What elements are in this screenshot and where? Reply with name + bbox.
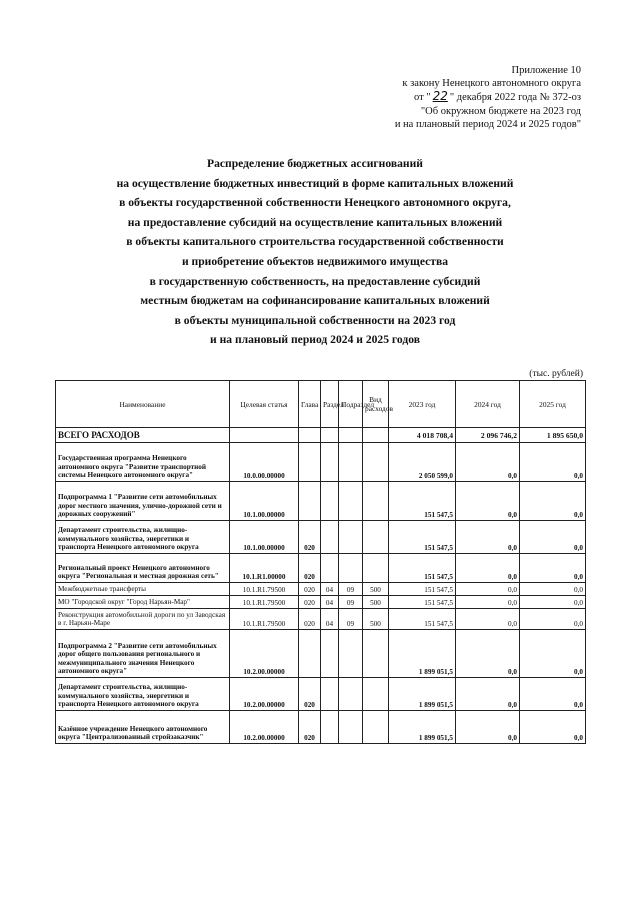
table-row xyxy=(56,678,586,711)
title-line: Распределение бюджетных ассигнований xyxy=(207,157,423,170)
header-2025: 2025 год xyxy=(520,381,586,428)
cell-2023: 1 899 051,5 xyxy=(389,630,456,678)
table-row xyxy=(56,630,586,678)
cell-section xyxy=(321,678,339,711)
cell-chapter: 020 xyxy=(299,678,321,711)
appendix-law-title-1: "Об окружном бюджете на 2023 год xyxy=(420,105,581,117)
cell-name: Региональный проект Ненецкого автономного округа "Региональная и местная дорожная сеть" xyxy=(56,554,230,583)
title-line: на осуществление бюджетных инвестиций в форме капитальных вложений xyxy=(116,176,514,190)
header-2024: 2024 год xyxy=(456,381,520,428)
cell-kind: 500 xyxy=(363,609,389,630)
cell-name: Департамент строительства, жилищно-коммунального хозяйства, энергетики и транспорта Ненецкого автономного округа xyxy=(56,521,230,554)
cell-subsection xyxy=(339,428,363,443)
table-row xyxy=(56,583,586,596)
cell-chapter: 020 xyxy=(299,596,321,609)
table-header-row xyxy=(56,381,586,428)
cell-section xyxy=(321,482,339,521)
cell-kind xyxy=(363,521,389,554)
cell-2025: 0,0 xyxy=(520,482,586,521)
appendix-law-title-2: и на плановый период 2024 и 2025 годов" xyxy=(394,118,581,130)
cell-subsection: 09 xyxy=(339,583,363,596)
cell-name: Межбюджетные трансферты xyxy=(56,583,230,596)
cell-name: Департамент строительства, жилищно-коммунального хозяйства, энергетики и транспорта Ненецкого автономного округа xyxy=(56,678,230,711)
cell-2023: 4 018 708,4 xyxy=(389,428,456,443)
cell-2025: 0,0 xyxy=(520,609,586,630)
cell-2024: 0,0 xyxy=(456,554,520,583)
cell-2024: 0,0 xyxy=(456,630,520,678)
cell-section xyxy=(321,443,339,482)
cell-2023: 151 547,5 xyxy=(389,554,456,583)
cell-2024: 0,0 xyxy=(456,678,520,711)
cell-2023: 151 547,5 xyxy=(389,521,456,554)
cell-2025: 0,0 xyxy=(520,583,586,596)
header-2023: 2023 год xyxy=(389,381,456,428)
header-expense-kind: Вид расходов xyxy=(363,381,389,428)
cell-code: 10.2.00.00000 xyxy=(230,678,299,711)
header-chapter: Глава xyxy=(299,381,321,428)
cell-2024: 0,0 xyxy=(456,482,520,521)
cell-2025: 0,0 xyxy=(520,443,586,482)
cell-2023: 1 899 051,5 xyxy=(389,711,456,744)
cell-2024: 0,0 xyxy=(456,583,520,596)
cell-subsection xyxy=(339,678,363,711)
cell-2024: 0,0 xyxy=(456,443,520,482)
title-line: и на плановый период 2024 и 2025 годов xyxy=(209,333,421,347)
cell-2023: 151 547,5 xyxy=(389,596,456,609)
document-title xyxy=(60,154,570,350)
table-row xyxy=(56,609,586,630)
cell-section xyxy=(321,630,339,678)
cell-code: 10.1.R1.79500 xyxy=(230,583,299,596)
cell-kind: 500 xyxy=(363,596,389,609)
cell-kind xyxy=(363,711,389,744)
appendix-law: к закону Ненецкого автономного округа xyxy=(402,78,581,90)
header-section: Раздел xyxy=(321,381,339,428)
title-line: в объекты муниципальной собственности на 2023 год xyxy=(174,313,456,327)
cell-subsection xyxy=(339,482,363,521)
cell-name: Казённое учреждение Ненецкого автономного округа "Централизованный стройзаказчик" xyxy=(56,711,230,744)
appendix-number: Приложение 10 xyxy=(511,65,581,76)
cell-section xyxy=(321,554,339,583)
cell-2025: 0,0 xyxy=(520,630,586,678)
cell-code: 10.2.00.00000 xyxy=(230,711,299,744)
cell-chapter: 020 xyxy=(299,554,321,583)
cell-code: 10.1.R1.79500 xyxy=(230,596,299,609)
cell-code: 10.1.R1.00000 xyxy=(230,554,299,583)
cell-code xyxy=(230,428,299,443)
cell-section: 04 xyxy=(321,609,339,630)
cell-2023: 151 547,5 xyxy=(389,609,456,630)
cell-section xyxy=(321,428,339,443)
title-line: в объекты государственной собственности Ненецкого автономного округа, xyxy=(119,196,511,210)
title-line: и приобретение объектов недвижимого имущества xyxy=(181,254,449,268)
table-row xyxy=(56,443,586,482)
cell-chapter: 020 xyxy=(299,583,321,596)
cell-code: 10.1.R1.79500 xyxy=(230,609,299,630)
cell-kind xyxy=(363,678,389,711)
cell-section xyxy=(321,521,339,554)
cell-name: МО "Городской округ "Город Нарьян-Мар" xyxy=(56,596,230,609)
cell-chapter xyxy=(299,428,321,443)
cell-2025: 0,0 xyxy=(520,554,586,583)
cell-chapter xyxy=(299,630,321,678)
title-line: в государственную собственность, на предоставление субсидий xyxy=(149,274,481,288)
cell-2023: 1 899 051,5 xyxy=(389,678,456,711)
cell-kind xyxy=(363,554,389,583)
header-subsection: Подраздел xyxy=(339,381,363,428)
cell-chapter: 020 xyxy=(299,711,321,744)
cell-chapter: 020 xyxy=(299,609,321,630)
cell-2025: 0,0 xyxy=(520,596,586,609)
cell-2025: 1 895 650,0 xyxy=(520,428,586,443)
title-line: в объекты капитального строительства государственной собственности xyxy=(126,235,504,249)
cell-2024: 0,0 xyxy=(456,711,520,744)
cell-code: 10.2.00.00000 xyxy=(230,630,299,678)
cell-code: 10.1.00.00000 xyxy=(230,482,299,521)
cell-section: 04 xyxy=(321,583,339,596)
cell-chapter xyxy=(299,482,321,521)
cell-subsection: 09 xyxy=(339,596,363,609)
cell-chapter: 020 xyxy=(299,521,321,554)
cell-name: Государственная программа Ненецкого автономного округа "Развитие транспортной системы Ненецкого автономного округа" xyxy=(56,443,230,482)
table-row xyxy=(56,596,586,609)
header-name: Наименование xyxy=(56,381,230,428)
cell-name: ВСЕГО РАСХОДОВ xyxy=(56,428,230,443)
cell-2025: 0,0 xyxy=(520,678,586,711)
cell-subsection xyxy=(339,443,363,482)
title-line: местным бюджетам на софинансирование капитальных вложений xyxy=(140,294,490,308)
units-label: (тыс. рублей) xyxy=(529,369,583,379)
title-line: на предоставление субсидий на осуществление капитальных вложений xyxy=(127,215,503,229)
cell-kind xyxy=(363,482,389,521)
cell-2023: 151 547,5 xyxy=(389,583,456,596)
cell-section xyxy=(321,711,339,744)
cell-2024: 0,0 xyxy=(456,596,520,609)
cell-2024: 0,0 xyxy=(456,609,520,630)
table-row xyxy=(56,711,586,744)
cell-2025: 0,0 xyxy=(520,711,586,744)
cell-subsection xyxy=(339,521,363,554)
cell-subsection xyxy=(339,554,363,583)
budget-table xyxy=(55,380,586,744)
cell-kind xyxy=(363,443,389,482)
cell-kind: 500 xyxy=(363,583,389,596)
cell-2024: 2 096 746,2 xyxy=(456,428,520,443)
cell-chapter xyxy=(299,443,321,482)
cell-2023: 2 050 599,0 xyxy=(389,443,456,482)
handwritten-day: 22 xyxy=(432,89,448,104)
cell-kind xyxy=(363,428,389,443)
cell-name: Подпрограмма 2 "Развитие сети автомобильных дорог общего пользования регионального и межмуниципального значения Ненецкого автономного округа" xyxy=(56,630,230,678)
cell-section: 04 xyxy=(321,596,339,609)
header-target-item: Целевая статья xyxy=(230,381,299,428)
cell-subsection: 09 xyxy=(339,609,363,630)
table-row xyxy=(56,482,586,521)
table-row xyxy=(56,521,586,554)
cell-2024: 0,0 xyxy=(456,521,520,554)
cell-code: 10.0.00.00000 xyxy=(230,443,299,482)
appendix-header xyxy=(321,64,581,131)
cell-kind xyxy=(363,630,389,678)
table-row xyxy=(56,554,586,583)
cell-code: 10.1.00.00000 xyxy=(230,521,299,554)
cell-2023: 151 547,5 xyxy=(389,482,456,521)
cell-name: Подпрограмма 1 "Развитие сети автомобильных дорог местного значения, улично-дорожной сети и дорожных сооружений" xyxy=(56,482,230,521)
cell-2025: 0,0 xyxy=(520,521,586,554)
cell-subsection xyxy=(339,630,363,678)
cell-subsection xyxy=(339,711,363,744)
appendix-date: от " 22 " декабря 2022 года № 372-оз xyxy=(413,89,581,104)
cell-name: Реконструкция автомобильной дороги по ул Заводская в г. Нарьян-Маре xyxy=(56,609,230,630)
table-row-total xyxy=(56,428,586,443)
